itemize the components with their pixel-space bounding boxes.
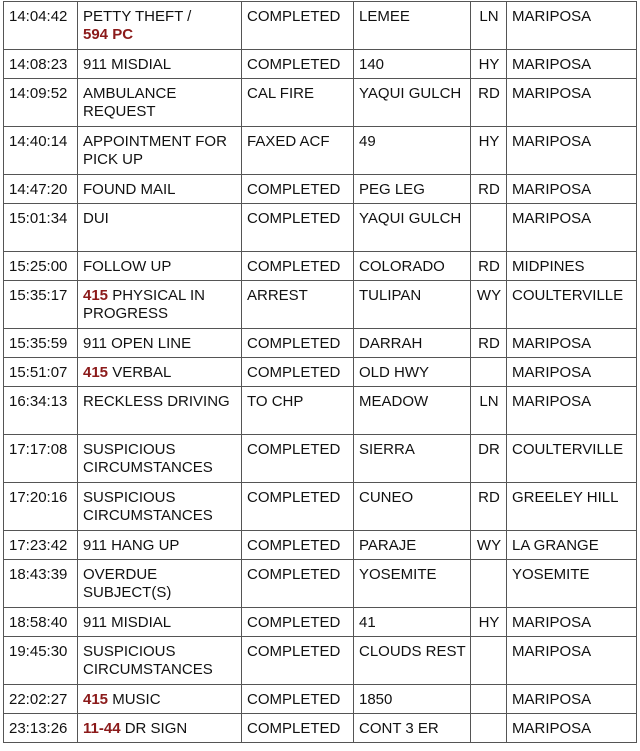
cell-status: COMPLETED [242, 2, 354, 50]
incident-description: DUI [83, 210, 109, 227]
table-row [4, 608, 637, 637]
cell-status: COMPLETED [242, 608, 354, 637]
cell-description [78, 281, 242, 329]
cell-street: PEG LEG [354, 175, 471, 204]
cell-city: MARIPOSA [507, 204, 637, 252]
cell-street: CUNEO [354, 483, 471, 531]
cell-street-suffix [471, 714, 507, 743]
cell-street: YAQUI GULCH [354, 204, 471, 252]
cell-street-suffix: HY [471, 127, 507, 175]
incident-description: 911 MISDIAL [83, 56, 172, 73]
penal-code: 594 PC [83, 26, 134, 43]
cell-city: MIDPINES [507, 252, 637, 281]
table-row [4, 387, 637, 435]
cell-status: COMPLETED [242, 435, 354, 483]
cell-description [78, 714, 242, 743]
cell-description [78, 685, 242, 714]
table-row [4, 204, 637, 252]
cell-status: COMPLETED [242, 329, 354, 358]
cell-city: MARIPOSA [507, 127, 637, 175]
cell-street: 1850 [354, 685, 471, 714]
cell-city: COULTERVILLE [507, 281, 637, 329]
cell-status: COMPLETED [242, 175, 354, 204]
incident-description: OVERDUE SUBJECT(S) [83, 566, 172, 601]
cell-time: 14:47:20 [4, 175, 78, 204]
cell-time: 19:45:30 [4, 637, 78, 685]
cell-street: 49 [354, 127, 471, 175]
cell-street: 140 [354, 50, 471, 79]
cell-description [78, 560, 242, 608]
cell-time: 14:40:14 [4, 127, 78, 175]
cell-time: 23:13:26 [4, 714, 78, 743]
cell-street: PARAJE [354, 531, 471, 560]
cell-city: MARIPOSA [507, 329, 637, 358]
cell-description [78, 2, 242, 50]
incident-description: 911 MISDIAL [83, 614, 172, 631]
cell-street-suffix [471, 637, 507, 685]
cell-street-suffix: WY [471, 531, 507, 560]
cell-status: COMPLETED [242, 252, 354, 281]
cell-status: COMPLETED [242, 637, 354, 685]
cell-time: 15:25:00 [4, 252, 78, 281]
cell-street-suffix [471, 560, 507, 608]
incident-description: SUSPICIOUS CIRCUMSTANCES [83, 643, 213, 678]
table-row [4, 685, 637, 714]
incident-description: 911 OPEN LINE [83, 335, 192, 352]
cell-status: CAL FIRE [242, 79, 354, 127]
cell-street-suffix [471, 204, 507, 252]
table-row [4, 358, 637, 387]
cell-status: FAXED ACF [242, 127, 354, 175]
call-log-body [4, 2, 637, 743]
table-row [4, 252, 637, 281]
incident-description: RECKLESS DRIVING [83, 393, 230, 410]
cell-time: 17:20:16 [4, 483, 78, 531]
cell-city: MARIPOSA [507, 608, 637, 637]
cell-street: MEADOW [354, 387, 471, 435]
cell-street: CONT 3 ER [354, 714, 471, 743]
cell-street-suffix: HY [471, 608, 507, 637]
table-row [4, 483, 637, 531]
cell-city: MARIPOSA [507, 2, 637, 50]
cell-status: COMPLETED [242, 714, 354, 743]
table-row [4, 50, 637, 79]
cell-street-suffix: DR [471, 435, 507, 483]
cell-street-suffix: HY [471, 50, 507, 79]
cell-time: 14:09:52 [4, 79, 78, 127]
cell-description [78, 50, 242, 79]
cell-description [78, 252, 242, 281]
table-row [4, 281, 637, 329]
cell-street: COLORADO [354, 252, 471, 281]
penal-code: 415 [83, 287, 109, 304]
cell-description [78, 483, 242, 531]
table-row [4, 79, 637, 127]
cell-description [78, 531, 242, 560]
cell-street: 41 [354, 608, 471, 637]
incident-description: PETTY THEFT / [83, 8, 192, 25]
table-row [4, 714, 637, 743]
cell-street: YAQUI GULCH [354, 79, 471, 127]
cell-city: MARIPOSA [507, 637, 637, 685]
cell-city: GREELEY HILL [507, 483, 637, 531]
table-row [4, 127, 637, 175]
cell-status: ARREST [242, 281, 354, 329]
cell-street-suffix: LN [471, 387, 507, 435]
cell-time: 17:17:08 [4, 435, 78, 483]
cell-street-suffix: LN [471, 2, 507, 50]
incident-description: PHYSICAL IN PROGRESS [83, 287, 206, 322]
cell-street-suffix: RD [471, 329, 507, 358]
table-row [4, 560, 637, 608]
cell-description [78, 637, 242, 685]
cell-time: 18:58:40 [4, 608, 78, 637]
cell-street-suffix: RD [471, 252, 507, 281]
cell-city: MARIPOSA [507, 358, 637, 387]
penal-code: 415 [83, 691, 109, 708]
cell-time: 14:04:42 [4, 2, 78, 50]
cell-city: MARIPOSA [507, 714, 637, 743]
cell-description [78, 127, 242, 175]
cell-time: 15:51:07 [4, 358, 78, 387]
table-row [4, 175, 637, 204]
cell-description [78, 358, 242, 387]
cell-street: TULIPAN [354, 281, 471, 329]
cell-city: MARIPOSA [507, 50, 637, 79]
incident-description: SUSPICIOUS CIRCUMSTANCES [83, 441, 213, 476]
cell-city: MARIPOSA [507, 685, 637, 714]
cell-status: COMPLETED [242, 483, 354, 531]
cell-street-suffix [471, 685, 507, 714]
cell-street: OLD HWY [354, 358, 471, 387]
table-row [4, 435, 637, 483]
cell-street: CLOUDS REST [354, 637, 471, 685]
cell-time: 17:23:42 [4, 531, 78, 560]
call-log-table [3, 1, 637, 743]
cell-street-suffix: RD [471, 175, 507, 204]
cell-description [78, 608, 242, 637]
incident-description: VERBAL [108, 364, 172, 381]
cell-city: MARIPOSA [507, 175, 637, 204]
cell-time: 22:02:27 [4, 685, 78, 714]
cell-street: SIERRA [354, 435, 471, 483]
cell-street: DARRAH [354, 329, 471, 358]
cell-status: COMPLETED [242, 685, 354, 714]
cell-city: MARIPOSA [507, 387, 637, 435]
incident-description: MUSIC [108, 691, 161, 708]
penal-code: 11-44 [83, 720, 121, 737]
cell-time: 16:34:13 [4, 387, 78, 435]
cell-time: 15:35:17 [4, 281, 78, 329]
cell-description [78, 79, 242, 127]
cell-time: 15:35:59 [4, 329, 78, 358]
cell-city: MARIPOSA [507, 79, 637, 127]
cell-time: 18:43:39 [4, 560, 78, 608]
cell-status: TO CHP [242, 387, 354, 435]
cell-city: COULTERVILLE [507, 435, 637, 483]
incident-description: FOUND MAIL [83, 181, 176, 198]
cell-street-suffix: WY [471, 281, 507, 329]
incident-description: DR SIGN [120, 720, 188, 737]
cell-description [78, 175, 242, 204]
cell-time: 15:01:34 [4, 204, 78, 252]
cell-description [78, 387, 242, 435]
table-row [4, 2, 637, 50]
cell-street-suffix: RD [471, 483, 507, 531]
incident-description: 911 HANG UP [83, 537, 180, 554]
table-row [4, 329, 637, 358]
cell-status: COMPLETED [242, 50, 354, 79]
cell-status: COMPLETED [242, 560, 354, 608]
cell-time: 14:08:23 [4, 50, 78, 79]
cell-description [78, 329, 242, 358]
cell-street: LEMEE [354, 2, 471, 50]
table-row [4, 637, 637, 685]
table-row [4, 531, 637, 560]
incident-description: SUSPICIOUS CIRCUMSTANCES [83, 489, 213, 524]
incident-description: FOLLOW UP [83, 258, 172, 275]
cell-description [78, 435, 242, 483]
cell-street-suffix [471, 358, 507, 387]
cell-street-suffix: RD [471, 79, 507, 127]
cell-city: LA GRANGE [507, 531, 637, 560]
cell-description [78, 204, 242, 252]
cell-city: YOSEMITE [507, 560, 637, 608]
cell-status: COMPLETED [242, 358, 354, 387]
cell-street: YOSEMITE [354, 560, 471, 608]
penal-code: 415 [83, 364, 109, 381]
cell-status: COMPLETED [242, 204, 354, 252]
incident-description: AMBULANCE REQUEST [83, 85, 177, 120]
cell-status: COMPLETED [242, 531, 354, 560]
incident-description: APPOINTMENT FOR PICK UP [83, 133, 227, 168]
